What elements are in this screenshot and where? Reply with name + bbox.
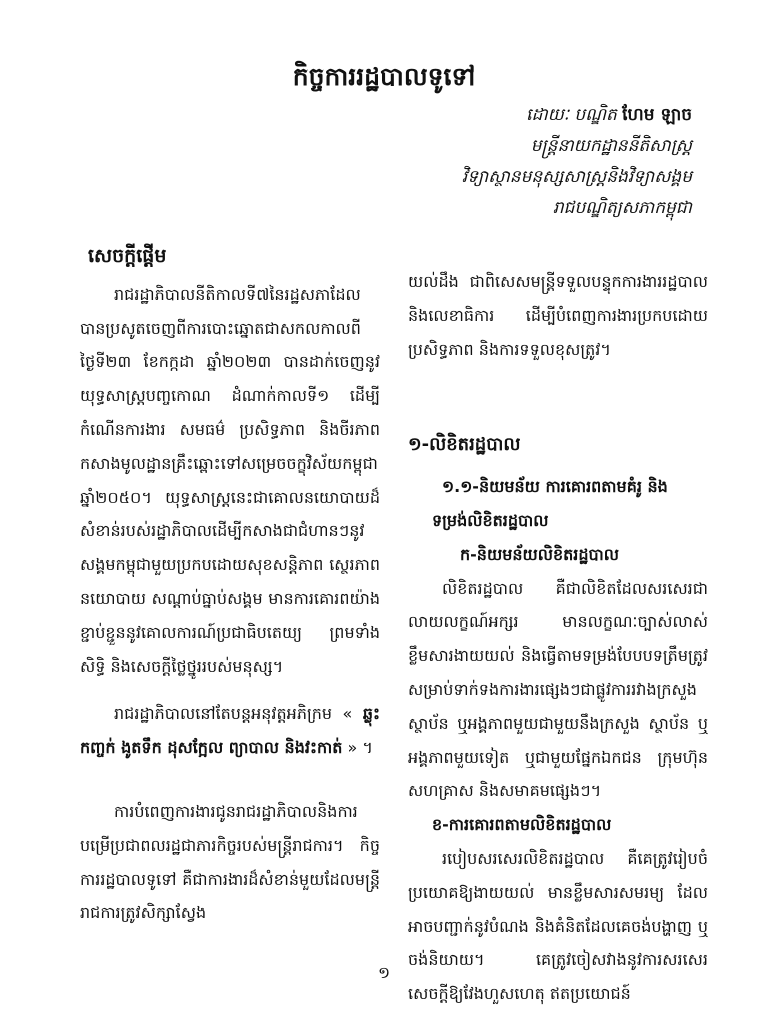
introduction-heading: សេចក្តីផ្តើម xyxy=(88,245,167,267)
intro-paragraph-2-start: រាជរដ្ឋាភិបាលនៅតែបន្តអនុវត្តអភិក្រម « xyxy=(114,704,353,724)
sub-heading-b: ខ-ការគោរពតាមលិខិតរដ្ឋបាល xyxy=(432,815,612,835)
author-position: មន្ត្រីនាយកដ្ឋាននីតិសាស្ត្រ xyxy=(530,136,692,156)
author-name-line xyxy=(332,100,692,131)
intro-paragraph-2-end: » ។ xyxy=(347,738,373,758)
right-column xyxy=(408,265,708,1011)
left-column xyxy=(80,240,380,930)
continued-paragraph: យល់ដឹង ជាពិសេសមន្ត្រីទទួលបន្ទុកការងាររដ្ឋបាលនិងលេខាធិការ ដើម្បីបំពេញការងារប្រកបដោយប្រសិទ្ធភាព និងការទទួលខុសត្រូវ។ xyxy=(408,272,708,359)
writing-paragraph: របៀបសរសេរលិខិតរដ្ឋបាល គឺគេត្រូវរៀបចំប្រយោគឱ្យងាយយល់ មានខ្លឹមសារសមរម្យ ដែលអាចបញ្ជាក់នូវបំណង និងគំនិតដែលគេចង់បង្ហាញ ឬចង់និយាយ។ គេត្រូវចៀសវាងនូវការសរសេរ សេចក្តីឱ្យវែងហួសហេតុ ឥតប្រយោជន៍ xyxy=(408,848,708,1004)
author-academy: រាជបណ្ឌិត្យសភាកម្ពុជា xyxy=(552,198,692,218)
subsection-heading-1-1-line-1: ១.១-និយមន័យ ការគោរពតាមគំរូ និង xyxy=(442,477,668,497)
intro-paragraph-1: រាជរដ្ឋាភិបាលនីតិកាលទី៧នៃរដ្ឋសភាដែលបានប្រសូតចេញពីការបោះឆ្នោតជាសកលកាលពីថ្ងៃទី២៣ ខែកក្កដា ឆ្នាំ២០២៣ បានដាក់ចេញនូវយុទ្ធសាស្ត្របញ្ចកោណ ដំណាក់កាលទី១ ដើម្បីកំណើនការងារ សមធម៌ ប្រសិទ្ធភាព និងចីរភាព កសាងមូលដ្ឋានគ្រឹះឆ្ពោះទៅសម្រេចចក្ខុវិស័យកម្ពុជា ឆ្នាំ២០៥០។ យុទ្ធសាស្ត្រនេះជាគោលនយោបាយដ៏សំខាន់របស់រដ្ឋាភិបាលដើម្បីកសាងជាជំហានៗនូវសង្គមកម្ពុជាមួយប្រកបដោយសុខសន្តិភាព ស្ថេរភាពនយោបាយ សណ្តាប់ធ្នាប់សង្គម មានការគោរពយ៉ាងខ្ជាប់ខ្ជួននូវគោលការណ៍ប្រជាធិបតេយ្យ ព្រមទាំងសិទ្ធិ និងសេចក្តីថ្លៃថ្នូររបស់មនុស្ស។ xyxy=(80,284,380,676)
document-title: កិច្ចការរដ្ឋបាលទូទៅ xyxy=(292,62,476,91)
page-number: ១ xyxy=(377,963,391,982)
definition-paragraph: លិខិតរដ្ឋបាល គឺជាលិខិតដែលសរសេរជាលាយលក្ខណ៍អក្សរ មានលក្ខណៈច្បាស់លាស់ ខ្លឹមសារងាយយល់ និងធ្វើតាមទម្រង់បែបបទត្រឹមត្រូវ សម្រាប់ទាក់ទងការងារផ្សេងៗជាផ្លូវការរវាងក្រសួង ស្ថាប័ន ឬអង្គភាពមួយជាមួយនឹងក្រសួង ស្ថាប័ន ឬអង្គភាពមួយទៀត ឬជាមួយផ្នែកឯកជន ក្រុមហ៊ុន សហគ្រាស និងសមាគមផ្សេងៗ។ xyxy=(408,578,708,801)
author-block xyxy=(332,100,692,224)
author-institute: វិទ្យាស្ថានមនុស្សសាស្ត្រនិងវិទ្យាសង្គម xyxy=(461,167,692,187)
intro-paragraph-2 xyxy=(80,697,380,765)
subsection-heading-1-1-line-2: ទម្រង់លិខិតរដ្ឋបាល xyxy=(432,510,549,530)
intro-paragraph-2-quote: ឆ្លុះកញ្ចក់ ងូតទឹក ដុសក្អែល ព្យាបាល និងវះកាត់ xyxy=(80,704,380,758)
author-name: ហែម ឡាច xyxy=(622,105,692,125)
intro-paragraph-3: ការបំពេញការងារជូនរាជរដ្ឋាភិបាលនិងការបម្រើប្រជាពលរដ្ឋជាភារកិច្ចរបស់មន្ត្រីរាជការ។ កិច្ចការរដ្ឋបាលទូទៅ គឺជាការងារដ៏សំខាន់មួយដែលមន្ត្រីរាជការត្រូវសិក្សាស្វែង xyxy=(80,801,380,923)
author-prefix: ដោយៈ បណ្ឌិត xyxy=(526,105,617,125)
sub-heading-a: ក-និយមន័យលិខិតរដ្ឋបាល xyxy=(460,544,619,564)
section-heading-1: ១-លិខិតរដ្ឋបាល xyxy=(408,434,521,456)
